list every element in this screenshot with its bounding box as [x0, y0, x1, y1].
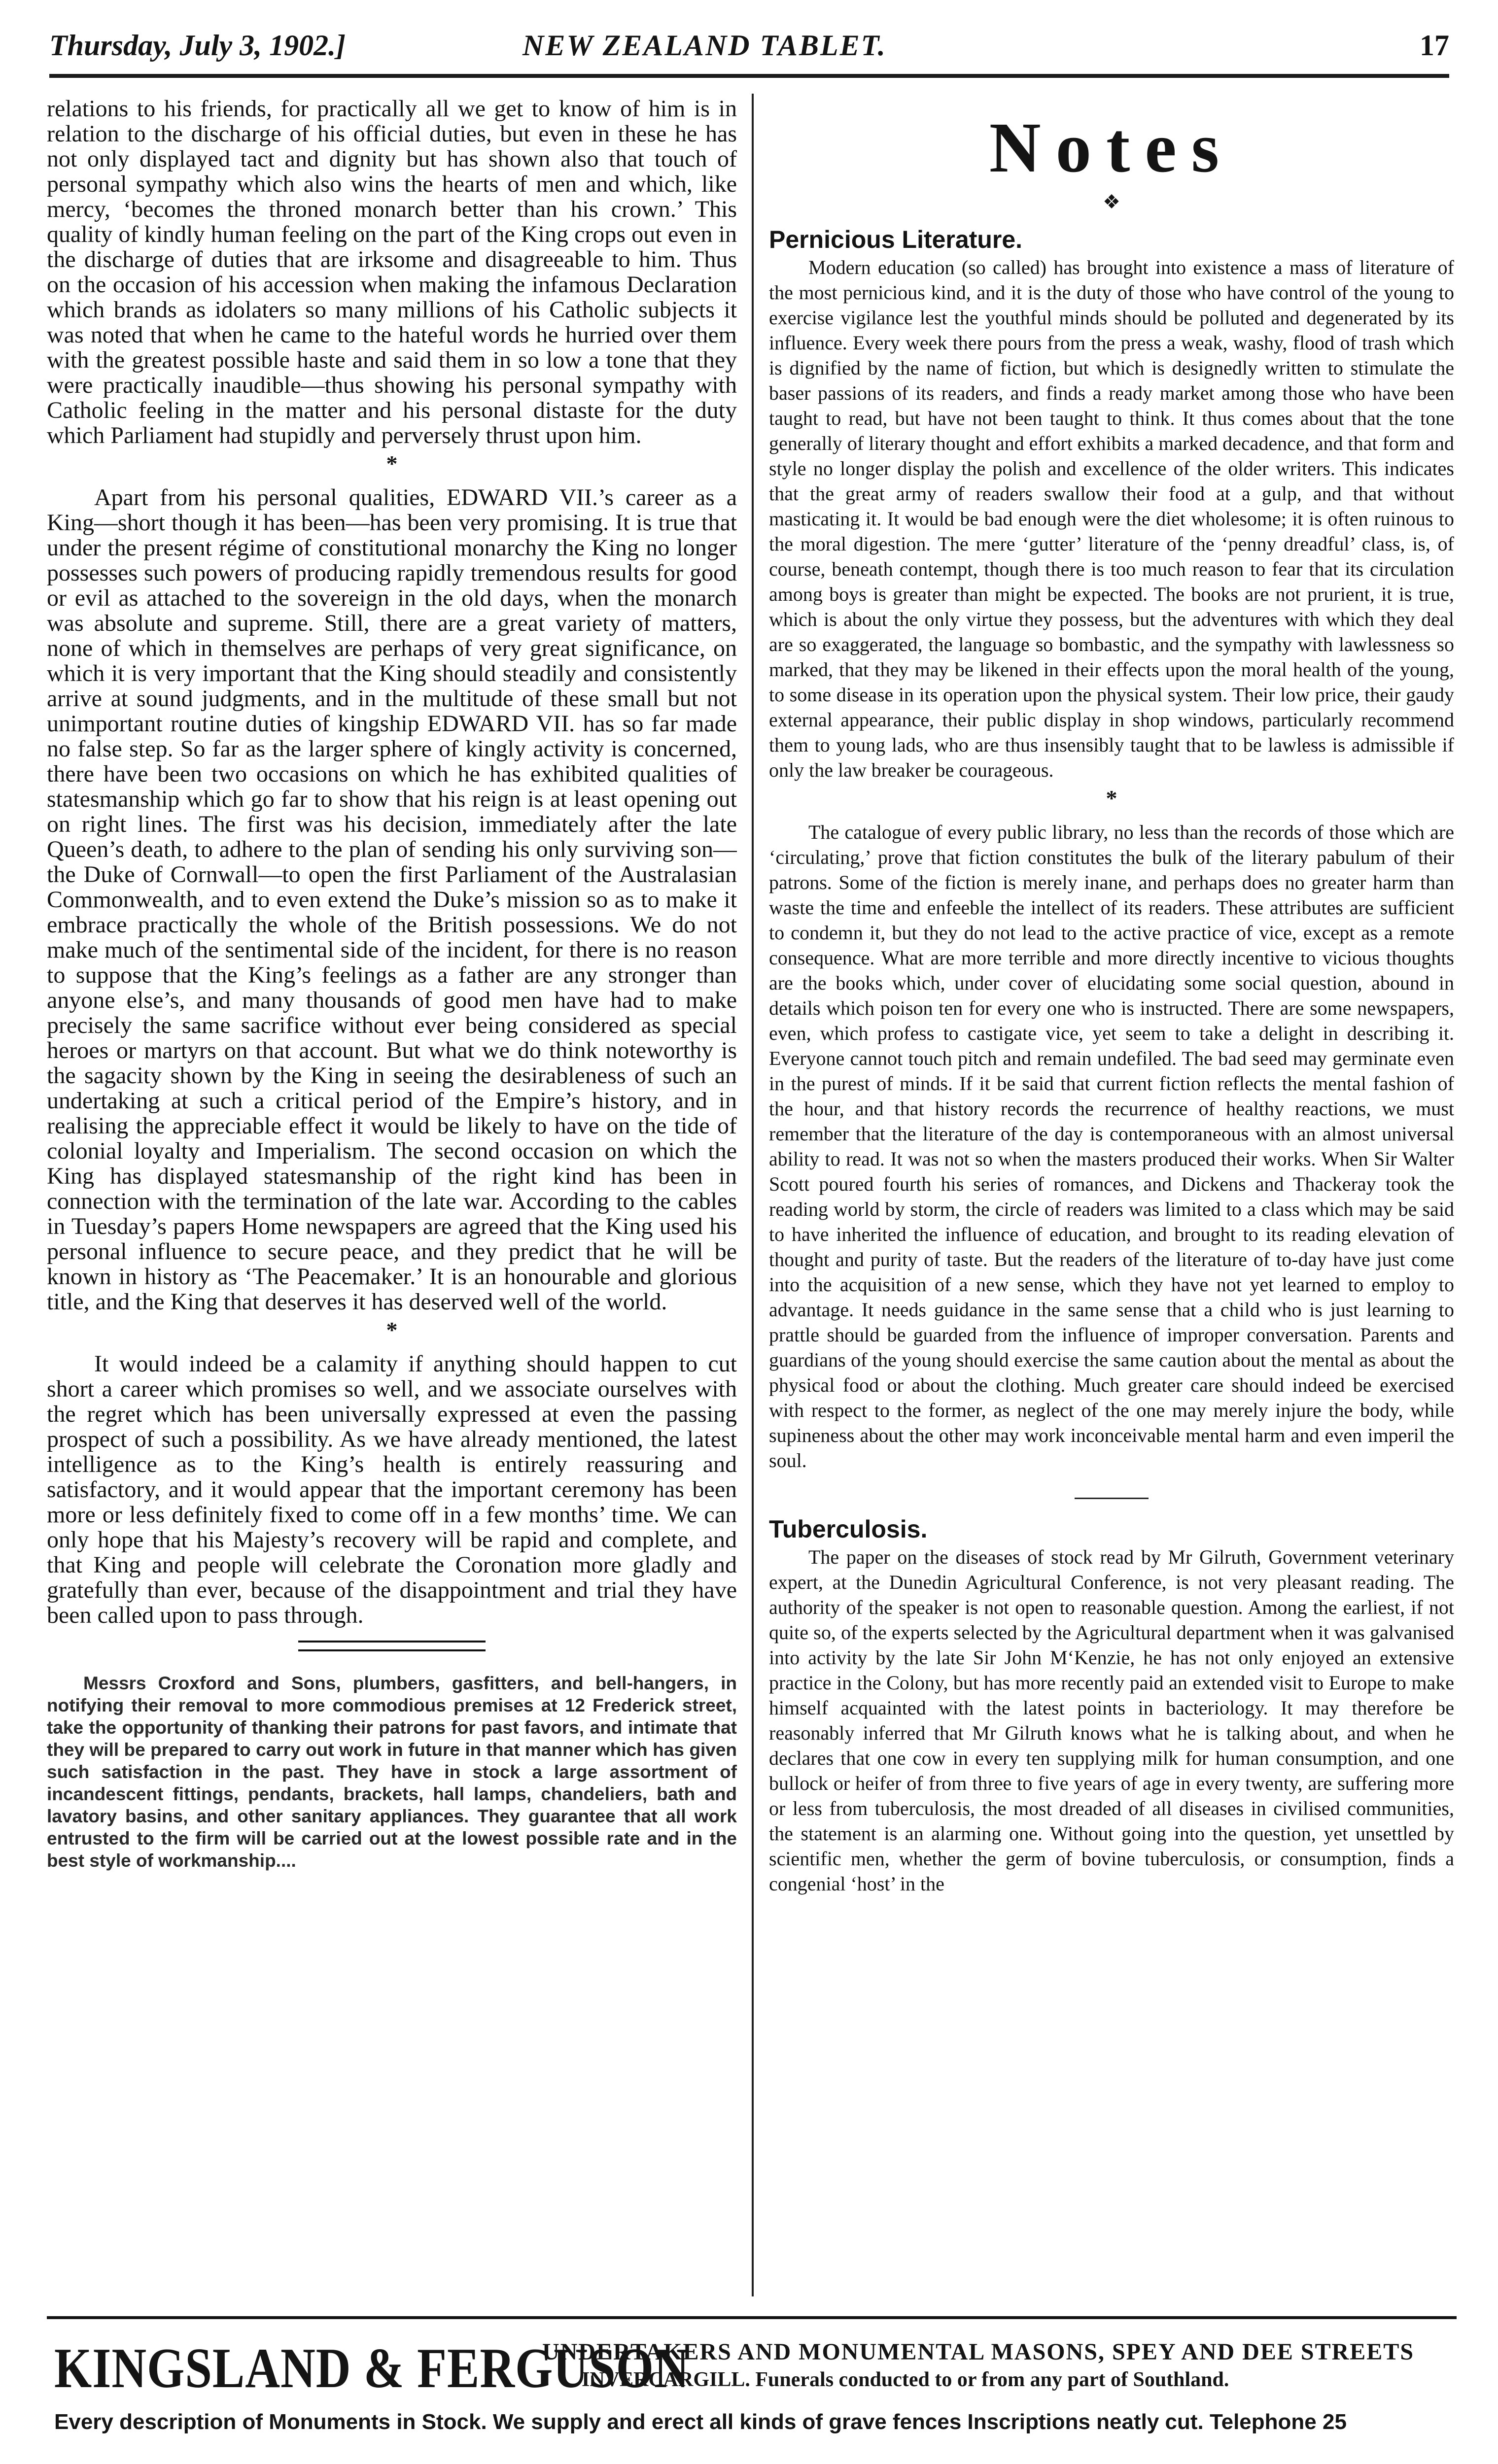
publication-title: NEW ZEALAND TABLET.: [523, 29, 887, 62]
right-column: [769, 96, 1454, 2301]
double-rule-divider: [298, 1641, 486, 1651]
section-heading-tuberculosis: Tuberculosis.: [769, 1515, 928, 1543]
section-star: *: [386, 1317, 398, 1342]
advertiser-address: INVERCARGILL. Funerals conducted to or from any part of Southland.: [582, 2368, 1229, 2391]
tuberculosis-paragraph-1: The paper on the diseases of stock read by Mr Gilruth, Government veterinary expert, at the Dunedin Agricultural Conference, is not very pleasant reading. The authority of the speaker is not open to reasonable question. Among the earliest, if not quite so, of the experts selected by the Agricultural department when it was galvanised into activity by the late Sir John M‘Kenzie, he has not only enjoyed an extensive practice in the Colony, but has more recently paid an extended visit to Europe to make himself acquainted with the latest points in bacteriology. It may therefore be reasonably inferred that Mr Gilruth knows what he is talking about, and when he declares that one cow in every ten supplying milk for human consumption, and one bullock or heifer of from three to five years of age in every twenty, are suffering more or less from tuberculosis, the most dreaded of all diseases in civilised communities, the statement is an alarming one. Without going into the question, yet unsettled by scientific men, whether the germ of bovine tuberculosis, or consumption, finds a congenial ‘host’ in the: [769, 1546, 1454, 1895]
notes-heading: Notes: [989, 108, 1234, 187]
short-rule-divider: [1075, 1498, 1149, 1499]
pernicious-paragraph-2: The catalogue of every public library, no less than the records of those which are ‘circulating,’ prove that fiction constitutes the bulk of the literary pabulum of their patrons. Some of the fiction is merely inane, and perhaps does no greater harm than waste the time and enfeeble the intellect of its readers. These attributes are sufficient to condemn it, but they do not lead to the active practice of vice, except as a remote consequence. What are more terrible and more directly incentive to vicious thoughts are the books which, under cover of elucidating some social question, abound in details which poison ten for every one who is instructed. There are some newspapers, even, which profess to castigate vice, yet seem to take a delight in describing it. Everyone cannot touch pitch and remain undefiled. The bad seed may germinate even in the purest of minds. If it be said that current fiction reflects the mental fashion of the hour, and that history records the recurrence of healthy reactions, we must remember that the literature of the day is contemporaneous with an almost universal ability to read. It was not so when the masters produced their works. When Sir Walter Scott poured fourth his series of romances, and Dickens and Thackeray took the reading world by storm, the circle of readers was limited to a class which may be said to have inherited the influence of education, and brought to its reading elevation of thought and purity of taste. But the readers of the literature of to-day have just come into the acquisition of a new sense, which they have not yet learned to employ to advantage. It needs guidance in the same sense that a child who is just learning to prattle should be guarded from the influence of improper conversation. Parents and guardians of the young should exercise the same caution about the mental as about the physical food or about the clothing. Much greater care should indeed be exercised with respect to the former, as neglect of the one may merely injure the body, while supineness about the other may work inconceivable mental harm and even imperil the soul.: [769, 821, 1454, 1472]
ornament-icon: ❖: [1103, 191, 1120, 213]
footer-rule: [47, 2316, 1457, 2319]
page-header: [49, 20, 1449, 78]
editorial-paragraph-3: It would indeed be a calamity if anything should happen to cut short a career which promises so well, and we associate ourselves with the regret which has been universally expressed at even the passing prospect of such a possibility. As we have already mentioned, the latest intelligence as to the King’s health is entirely reassuring and satisfactory, and it would appear that the important ceremony has been more or less definitely fixed to come off in a few months’ time. We can only hope that his Majesty’s recovery will be rapid and complete, and that King and people will celebrate the Coronation more gladly and gratefully than ever, because of the disappointment and trial they have been called upon to pass through.: [47, 1351, 737, 1628]
editorial-paragraph-1: relations to his friends, for practically all we get to know of him is in relation to the discharge of his official duties, but even in these he has not only displayed tact and dignity but has shown also that touch of personal sympathy which also wins the hearts of men and which, like mercy, ‘becomes the throned monarch better than his crown.’ This quality of kindly human feeling on the part of the King crops out even in the discharge of duties that are irksome and disagreeable to him. Thus on the occasion of his accession when making the infamous Declaration which brands as idolaters so many millions of his Catholic subjects it was noted that when he came to the hateful words he hurried over them with the greatest possible haste and said them in so low a tone that they were practically inaudible—thus showing his personal sympathy with Catholic feeling in the matter and his personal distaste for the duty which Parliament had stupidly and perversely thrust upon him.: [47, 96, 737, 448]
advertiser-tagline: Every description of Monuments in Stock. We supply and erect all kinds of grave fences Inscriptions neatly cut. Telephone 25: [54, 2410, 1347, 2434]
croxford-notice: Messrs Croxford and Sons, plumbers, gasfitters, and bell-hangers, in notifying their removal to more commodious premises at 12 Frederick street, take the opportunity of thanking their patrons for past favors, and intimate that they will be prepared to carry out work in future in that manner which has given such satisfaction in the past. They have in stock a large assortment of incandescent fittings, pendants, brackets, hall lamps, chandeliers, bath and lavatory basins, and other sanitary appliances. They guarantee that all work entrusted to the firm will be carried out at the lowest possible rate and in the best style of workmanship....: [47, 1673, 737, 1871]
page-number: 17: [1420, 29, 1449, 62]
issue-date: Thursday, July 3, 1902.]: [49, 29, 346, 62]
section-heading-pernicious-literature: Pernicious Literature.: [769, 226, 1023, 253]
section-star: *: [1106, 786, 1117, 811]
editorial-paragraph-2: Apart from his personal qualities, EDWARD VII.’s career as a King—short though it has been—has been very promising. It is true that under the present régime of constitutional monarchy the King no longer possesses such powers of producing rapidly tremendous results for good or evil as attached to the sovereign in the old days, when the monarch was absolute and supreme. Still, there are a great variety of matters, none of which in themselves are perhaps of very great significance, on which it is very important that the King should steadily and consistently arrive at sound judgments, and in the multitude of these small but not unimportant routine duties of kingship EDWARD VII. has so far made no false step. So far as the larger sphere of kingly activity is concerned, there have been two occasions on which he has exhibited qualities of statesmanship which go far to show that his reign is at least opening out on right lines. The first was his decision, immediately after the late Queen’s death, to adhere to the plan of sending his only surviving son—the Duke of Cornwall—to open the first Parliament of the Australasian Commonwealth, and to even extend the Duke’s mission so as to make it embrace practically the whole of the British possessions. We do not make much of the sentimental side of the incident, for there is no reason to suppose that the King’s feelings as a father are any stronger than anyone else’s, and many thousands of good men have had to make precisely the same sacrifice without ever being considered as special heroes or martyrs on that account. But what we do think noteworthy is the sagacity shown by the King in seeing the desirableness of such an undertaking at such a critical period of the Empire’s history, and in realising the appreciable effect it would be likely to have on the tide of colonial loyalty and Imperialism. The second occasion on which the King has displayed statesmanship of the right kind has been in connection with the termination of the late war. According to the cables in Tuesday’s papers Home newspapers are agreed that the King used his personal influence to secure peace, and they predict that he will be known in history as ‘The Peacemaker.’ It is an honourable and glorious title, and the King that deserves it has deserved well of the world.: [47, 484, 737, 1315]
pernicious-paragraph-1: Modern education (so called) has brought into existence a mass of literature of the most pernicious kind, and it is the duty of those who have control of the young to exercise vigilance lest the youthful minds should be polluted and degenerated by its influence. Every week there pours from the press a weak, washy, flood of trash which is dignified by the name of fiction, but which is designedly written to stimulate the baser passions of its readers, and finds a ready market among those who have been taught to read, but have not been taught to think. It thus comes about that the tone generally of literary thought and effort exhibits a marked decadence, and that form and style no longer display the polish and excellence of the older writers. This indicates that the great army of readers swallow their food at a gulp, and that without masticating it. It would be bad enough were the diet wholesome; it is often ruinous to the moral digestion. The mere ‘gutter’ literature of the ‘penny dreadful’ class, is, of course, beneath contempt, though there is too much reason to fear that its circulation among boys is greater than might be expected. The books are not prurient, it is true, which is about the only virtue they possess, but the adventures with which they deal are so exaggerated, the language so bombastic, and the sympathy with lawlessness so marked, that they may be likened in their effects upon the moral health of the young, to some disease in its operation upon the physical system. Their low price, their gaudy external appearance, their public display in shop windows, particularly recommend them to young lads, who are thus insensibly taught that to be lawless is admissible if only the law breaker be courageous.: [769, 256, 1454, 781]
advertiser-brand: KINGSLAND & FERGUSON: [54, 2337, 690, 2400]
left-column: [47, 96, 737, 2301]
advertiser-trade: UNDERTAKERS AND MONUMENTAL MASONS, SPEY AND DEE STREETS: [542, 2339, 1415, 2365]
column-divider: [752, 94, 754, 2296]
section-star: *: [386, 451, 398, 476]
